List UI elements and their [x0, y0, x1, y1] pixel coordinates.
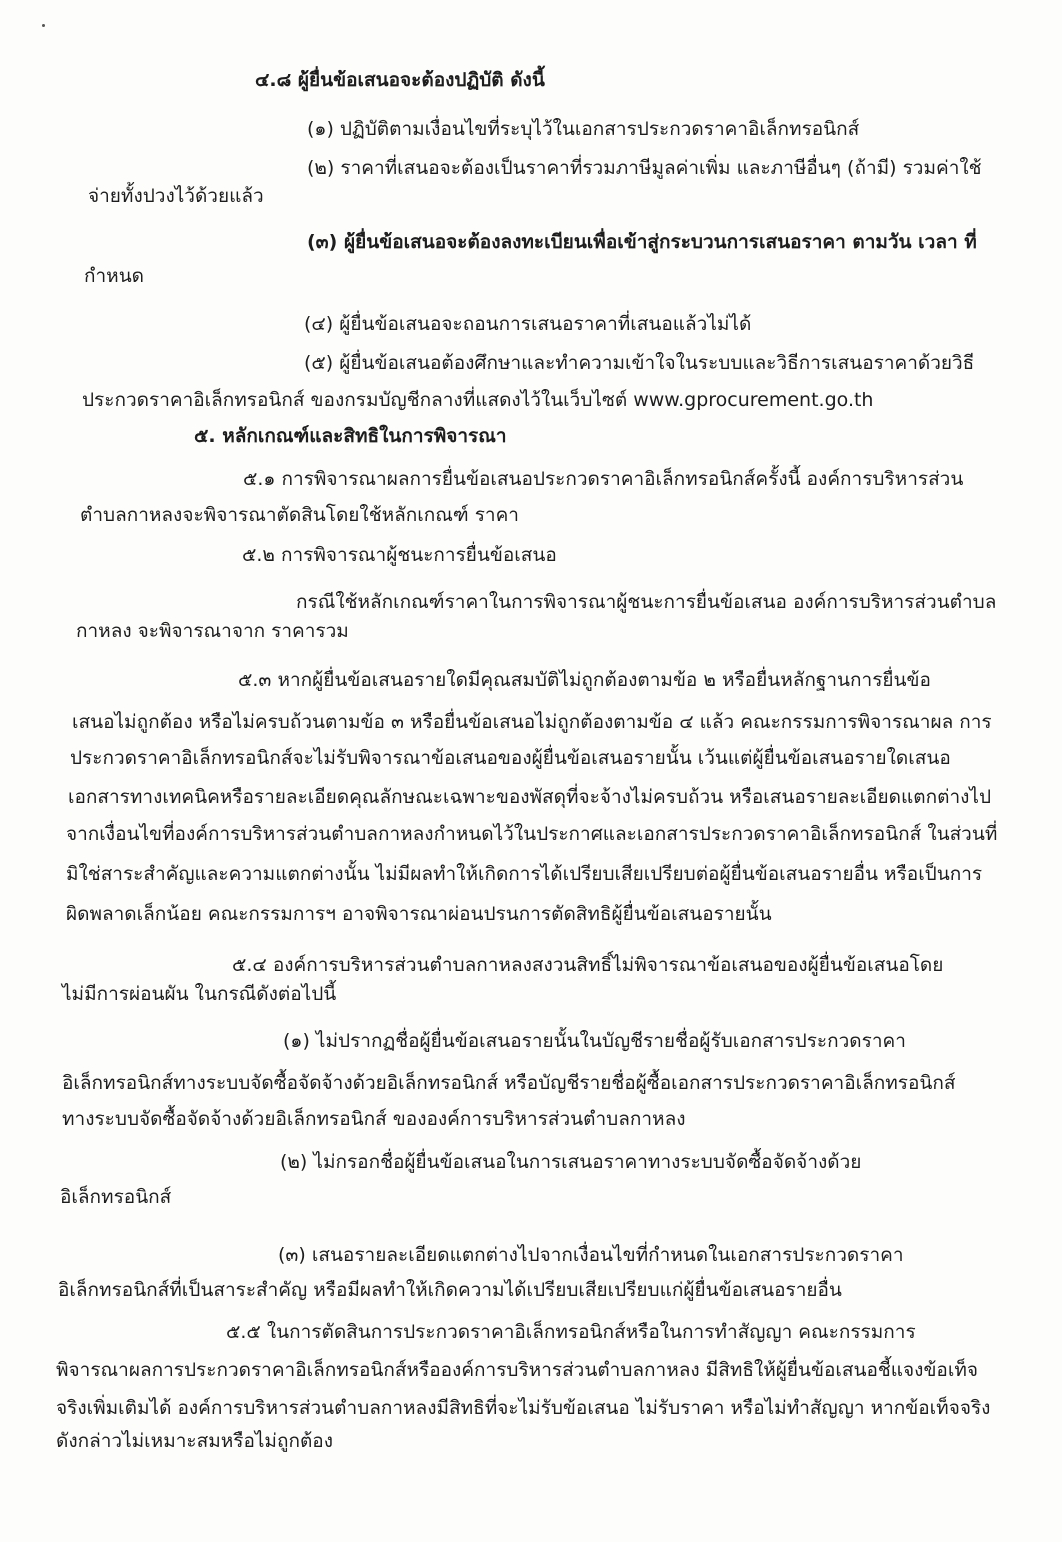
para-5-5: ๕.๕ ในการตัดสินการประกวดราคาอิเล็กทรอนิกส์หรือในการทำสัญญา คณะกรรมการ: [226, 1321, 916, 1343]
para-5-3-line6: มิใช่สาระสำคัญและความแตกต่างนั้น ไม่มีผลทำให้เกิดการได้เปรียบเสียเปรียบต่อผู้ยื่นข้อเสนอรายอื่น หรือเป็นการ: [66, 863, 983, 885]
para-5-4: ๕.๔ องค์การบริหารส่วนตำบลกาหลงสงวนสิทธิ์ไม่พิจารณาข้อเสนอของผู้ยื่นข้อเสนอโดย: [232, 954, 944, 976]
item-4-8-1: (๑) ปฏิบัติตามเงื่อนไขที่ระบุไว้ในเอกสารประกวดราคาอิเล็กทรอนิกส์: [307, 118, 860, 140]
item-4-8-5-cont: ประกวดราคาอิเล็กทรอนิกส์ ของกรมบัญชีกลางที่แสดงไว้ในเว็บไซต์ www.gprocurement.go.th: [82, 389, 874, 411]
para-5-2-body: กรณีใช้หลักเกณฑ์ราคาในการพิจารณาผู้ชนะการยื่นข้อเสนอ องค์การบริหารส่วนตำบล: [296, 591, 997, 613]
item-5-4-1-line2: อิเล็กทรอนิกส์ทางระบบจัดซื้อจัดจ้างด้วยอิเล็กทรอนิกส์ หรือบัญชีรายชื่อผู้ซื้อเอกสารประกวดราคาอิเล็กทรอนิกส์: [62, 1072, 956, 1094]
item-5-4-1-line3: ทางระบบจัดซื้อจัดจ้างด้วยอิเล็กทรอนิกส์ ขององค์การบริหารส่วนตำบลกาหลง: [62, 1108, 686, 1130]
para-5-3-line5: จากเงื่อนไขที่องค์การบริหารส่วนตำบลกาหลงกำหนดไว้ในประกาศและเอกสารประกวดราคาอิเล็กทรอนิกส์ ในส่วนที่: [66, 823, 998, 845]
item-5-4-1: (๑) ไม่ปรากฏชื่อผู้ยื่นข้อเสนอรายนั้นในบัญชีรายชื่อผู้รับเอกสารประกวดราคา: [283, 1030, 906, 1052]
para-5-5-line2: พิจารณาผลการประกวดราคาอิเล็กทรอนิกส์หรือองค์การบริหารส่วนตำบลกาหลง มีสิทธิให้ผู้ยื่นข้อเสนอชี้แจงข้อเท็จ: [56, 1359, 978, 1381]
scan-speck: [42, 24, 45, 27]
para-5-5-line3: จริงเพิ่มเติมได้ องค์การบริหารส่วนตำบลกาหลงมีสิทธิที่จะไม่รับข้อเสนอ ไม่รับราคา หรือไม่ทำสัญญา หากข้อเท็จจริง: [56, 1397, 991, 1419]
item-4-8-3: (๓) ผู้ยื่นข้อเสนอจะต้องลงทะเบียนเพื่อเข้าสู่กระบวนการเสนอราคา ตามวัน เวลา ที่: [307, 231, 977, 253]
para-5-5-line4: ดังกล่าวไม่เหมาะสมหรือไม่ถูกต้อง: [56, 1430, 333, 1452]
item-5-4-3-cont: อิเล็กทรอนิกส์ที่เป็นสาระสำคัญ หรือมีผลทำให้เกิดความได้เปรียบเสียเปรียบแก่ผู้ยื่นข้อเสนอรายอื่น: [58, 1279, 842, 1301]
item-4-8-2-cont: จ่ายทั้งปวงไว้ด้วยแล้ว: [88, 185, 264, 207]
para-5-4-cont: ไม่มีการผ่อนผัน ในกรณีดังต่อไปนี้: [62, 983, 337, 1005]
para-5-3-line2: เสนอไม่ถูกต้อง หรือไม่ครบถ้วนตามข้อ ๓ หรือยื่นข้อเสนอไม่ถูกต้องตามข้อ ๔ แล้ว คณะกรรมการพิจารณาผล การ: [72, 711, 992, 733]
item-4-8-3-cont: กำหนด: [84, 265, 145, 287]
item-5-4-3: (๓) เสนอรายละเอียดแตกต่างไปจากเงื่อนไขที่กำหนดในเอกสารประกวดราคา: [278, 1244, 904, 1266]
heading-5: ๕. หลักเกณฑ์และสิทธิในการพิจารณา: [194, 425, 507, 447]
item-4-8-2: (๒) ราคาที่เสนอจะต้องเป็นราคาที่รวมภาษีมูลค่าเพิ่ม และภาษีอื่นๆ (ถ้ามี) รวมค่าใช้: [307, 157, 982, 179]
para-5-1: ๕.๑ การพิจารณาผลการยื่นข้อเสนอประกวดราคาอิเล็กทรอนิกส์ครั้งนี้ องค์การบริหารส่วน: [243, 468, 964, 490]
item-4-8-4: (๔) ผู้ยื่นข้อเสนอจะถอนการเสนอราคาที่เสนอแล้วไม่ได้: [304, 313, 752, 335]
item-5-4-2: (๒) ไม่กรอกชื่อผู้ยื่นข้อเสนอในการเสนอราคาทางระบบจัดซื้อจัดจ้างด้วย: [280, 1151, 862, 1173]
para-5-2: ๕.๒ การพิจารณาผู้ชนะการยื่นข้อเสนอ: [242, 544, 557, 566]
heading-4-8: ๔.๘ ผู้ยื่นข้อเสนอจะต้องปฏิบัติ ดังนี้: [255, 69, 545, 91]
para-5-3-line3: ประกวดราคาอิเล็กทรอนิกส์จะไม่รับพิจารณาข้อเสนอของผู้ยื่นข้อเสนอรายนั้น เว้นแต่ผู้ยื่นข้อเสนอรายใดเสนอ: [70, 747, 951, 769]
para-5-3: ๕.๓ หากผู้ยื่นข้อเสนอรายใดมีคุณสมบัติไม่ถูกต้องตามข้อ ๒ หรือยื่นหลักฐานการยื่นข้อ: [238, 669, 931, 691]
para-5-1-cont: ตำบลกาหลงจะพิจารณาตัดสินโดยใช้หลักเกณฑ์ ราคา: [80, 504, 519, 526]
para-5-3-line7: ผิดพลาดเล็กน้อย คณะกรรมการฯ อาจพิจารณาผ่อนปรนการตัดสิทธิผู้ยื่นข้อเสนอรายนั้น: [66, 903, 772, 925]
item-5-4-2-cont: อิเล็กทรอนิกส์: [60, 1186, 172, 1208]
para-5-3-line4: เอกสารทางเทคนิคหรือรายละเอียดคุณลักษณะเฉพาะของพัสดุที่จะจ้างไม่ครบถ้วน หรือเสนอรายละเอียดแตกต่างไป: [68, 786, 992, 808]
para-5-2-cont: กาหลง จะพิจารณาจาก ราคารวม: [76, 620, 349, 642]
item-4-8-5: (๕) ผู้ยื่นข้อเสนอต้องศึกษาและทำความเข้าใจในระบบและวิธีการเสนอราคาด้วยวิธี: [304, 352, 975, 374]
